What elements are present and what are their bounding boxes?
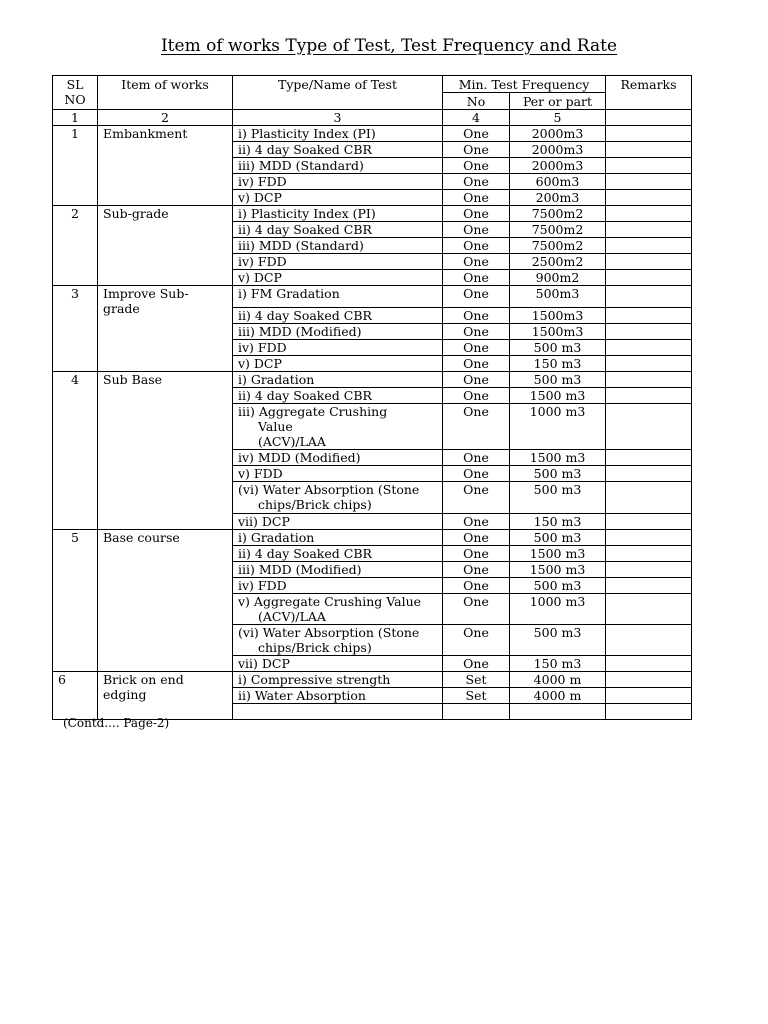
item-of-works-text: edging — [103, 686, 147, 702]
per-or-part-cell: 2500m2 — [510, 254, 606, 270]
test-name-text: ii) 4 day Soaked CBR — [238, 307, 372, 323]
remarks-cell — [606, 126, 692, 142]
test-name-text: iv) FDD — [238, 174, 287, 189]
remarks-cell — [606, 545, 692, 561]
remarks-cell — [606, 671, 692, 687]
remarks-cell — [606, 466, 692, 482]
per-or-part-cell: 500 m3 — [510, 482, 606, 513]
column-number-remarks — [606, 110, 692, 126]
remarks-cell — [606, 703, 692, 719]
per-or-part-cell: 600m3 — [510, 174, 606, 190]
table-row — [53, 286, 692, 308]
test-name-cell — [233, 174, 443, 190]
remarks-cell — [606, 307, 692, 323]
test-name-cell — [233, 158, 443, 174]
remarks-cell — [606, 355, 692, 371]
item-of-works-cell — [98, 529, 233, 671]
test-name-cell — [233, 339, 443, 355]
test-name-cell — [233, 126, 443, 142]
test-name-text: iv) MDD (Modified) — [238, 450, 361, 466]
test-name-text: iv) FDD — [238, 577, 287, 593]
test-name-cell — [233, 270, 443, 286]
test-name-text: v) Aggregate Crushing Value — [238, 593, 422, 609]
test-count-cell: One — [443, 513, 510, 529]
test-count-cell: One — [443, 142, 510, 158]
header-remarks: Remarks — [606, 76, 692, 110]
per-or-part-cell: 2000m3 — [510, 126, 606, 142]
per-or-part-cell: 500 m3 — [510, 466, 606, 482]
table-row — [53, 206, 692, 222]
test-name-text: iii) MDD (Modified) — [238, 323, 362, 339]
per-or-part-cell: 500 m3 — [510, 529, 606, 545]
test-name-text: v) FDD — [238, 466, 283, 482]
table-row — [53, 371, 692, 387]
test-count-cell: One — [443, 545, 510, 561]
item-of-works-text: Base course — [103, 529, 180, 545]
item-of-works-text: Embankment — [103, 126, 188, 141]
test-count-cell: One — [443, 450, 510, 466]
test-name-cell — [233, 254, 443, 270]
test-name-cell — [233, 703, 443, 719]
remarks-cell — [606, 270, 692, 286]
remarks-cell — [606, 174, 692, 190]
remarks-cell — [606, 339, 692, 355]
per-or-part-cell: 1500m3 — [510, 307, 606, 323]
remarks-cell — [606, 624, 692, 655]
column-number-5: 5 — [510, 110, 606, 126]
sl-no-cell: 5 — [53, 529, 98, 671]
test-name-cell — [233, 561, 443, 577]
column-number-1: 1 — [53, 110, 98, 126]
test-count-cell: One — [443, 529, 510, 545]
test-name-cell — [233, 466, 443, 482]
per-or-part-cell: 4000 m — [510, 671, 606, 687]
remarks-cell — [606, 142, 692, 158]
remarks-cell — [606, 254, 692, 270]
per-or-part-cell: 1500 m3 — [510, 545, 606, 561]
per-or-part-cell: 500 m3 — [510, 339, 606, 355]
table-row — [53, 126, 692, 142]
test-name-cell — [233, 387, 443, 403]
remarks-cell — [606, 529, 692, 545]
test-name-text: ii) 4 day Soaked CBR — [238, 142, 372, 157]
test-name-text: ii) 4 day Soaked CBR — [238, 222, 372, 237]
test-name-text: iii) MDD (Standard) — [238, 158, 364, 173]
test-count-cell: One — [443, 190, 510, 206]
test-name-text: (vi) Water Absorption (Stone — [238, 482, 420, 498]
test-count-cell: One — [443, 222, 510, 238]
test-count-cell: One — [443, 355, 510, 371]
test-name-text: (vi) Water Absorption (Stone — [238, 624, 420, 640]
remarks-cell — [606, 222, 692, 238]
remarks-cell — [606, 561, 692, 577]
test-name-text: i) Gradation — [238, 529, 315, 545]
test-count-cell: One — [443, 126, 510, 142]
sl-no-cell: 3 — [53, 286, 98, 372]
test-count-cell: One — [443, 206, 510, 222]
test-count-cell: One — [443, 466, 510, 482]
per-or-part-cell: 500 m3 — [510, 371, 606, 387]
remarks-cell — [606, 577, 692, 593]
item-of-works-cell — [98, 671, 233, 719]
test-name-text: i) Gradation — [238, 371, 315, 387]
per-or-part-cell: 1000 m3 — [510, 593, 606, 624]
remarks-cell — [606, 593, 692, 624]
header-sl-label: SL — [66, 77, 84, 92]
remarks-cell — [606, 403, 692, 450]
column-number-row — [53, 110, 692, 126]
test-name-cell — [233, 206, 443, 222]
remarks-cell — [606, 323, 692, 339]
test-count-cell: One — [443, 307, 510, 323]
per-or-part-cell: 7500m2 — [510, 222, 606, 238]
header-row — [53, 76, 692, 93]
per-or-part-cell: 500 m3 — [510, 624, 606, 655]
test-name-cell — [233, 624, 443, 655]
test-name-cell — [233, 545, 443, 561]
test-name-cell — [233, 671, 443, 687]
continued-note: (Contd.... Page-2) — [63, 716, 170, 730]
remarks-cell — [606, 655, 692, 671]
remarks-cell — [606, 158, 692, 174]
test-name-cell — [233, 450, 443, 466]
test-count-cell — [443, 703, 510, 719]
test-count-cell: One — [443, 254, 510, 270]
per-or-part-cell: 7500m2 — [510, 238, 606, 254]
test-name-text: iii) MDD (Standard) — [238, 238, 364, 253]
per-or-part-cell: 7500m2 — [510, 206, 606, 222]
test-name-text: chips/Brick chips) — [258, 497, 372, 513]
per-or-part-cell: 150 m3 — [510, 655, 606, 671]
item-of-works-text: Brick on end — [103, 671, 184, 687]
test-name-cell — [233, 655, 443, 671]
test-count-cell: One — [443, 624, 510, 655]
column-number-4: 4 — [443, 110, 510, 126]
test-name-cell — [233, 403, 443, 450]
test-name-text: vii) DCP — [238, 655, 290, 671]
test-name-cell — [233, 307, 443, 323]
test-name-text: ii) 4 day Soaked CBR — [238, 387, 372, 403]
test-count-cell: One — [443, 387, 510, 403]
test-name-text: chips/Brick chips) — [258, 639, 372, 655]
test-count-cell: One — [443, 270, 510, 286]
item-of-works-cell — [98, 371, 233, 529]
test-name-cell — [233, 190, 443, 206]
test-name-text: (ACV)/LAA — [258, 608, 326, 624]
remarks-cell — [606, 513, 692, 529]
column-number-2: 2 — [98, 110, 233, 126]
per-or-part-cell: 1000 m3 — [510, 403, 606, 450]
item-of-works-text: Sub-grade — [103, 206, 169, 221]
test-name-cell — [233, 238, 443, 254]
sl-no-cell: 6 — [53, 671, 98, 719]
test-name-cell — [233, 286, 443, 308]
table-row — [53, 671, 692, 687]
test-name-text: v) DCP — [238, 355, 282, 371]
column-number-3: 3 — [233, 110, 443, 126]
test-count-cell: One — [443, 561, 510, 577]
per-or-part-cell: 4000 m — [510, 687, 606, 703]
test-count-cell: One — [443, 655, 510, 671]
test-count-cell: One — [443, 238, 510, 254]
header-no: No — [443, 93, 510, 110]
per-or-part-cell: 2000m3 — [510, 158, 606, 174]
item-of-works-cell — [98, 126, 233, 206]
sl-no-cell: 4 — [53, 371, 98, 529]
per-or-part-cell — [510, 703, 606, 719]
item-of-works-cell — [98, 286, 233, 372]
header-type-name-of-test: Type/Name of Test — [233, 76, 443, 110]
header-min-test-frequency: Min. Test Frequency — [443, 76, 606, 93]
test-name-text: Value — [258, 418, 293, 434]
remarks-cell — [606, 190, 692, 206]
item-of-works-text: Sub Base — [103, 371, 163, 387]
test-name-cell — [233, 355, 443, 371]
test-name-cell — [233, 529, 443, 545]
test-count-cell: One — [443, 286, 510, 308]
test-count-cell: One — [443, 577, 510, 593]
per-or-part-cell: 500m3 — [510, 286, 606, 308]
remarks-cell — [606, 687, 692, 703]
per-or-part-cell: 150 m3 — [510, 355, 606, 371]
test-count-cell: One — [443, 323, 510, 339]
per-or-part-cell: 200m3 — [510, 190, 606, 206]
header-sl-no — [53, 76, 98, 110]
test-name-text: iv) FDD — [238, 339, 287, 355]
per-or-part-cell: 900m2 — [510, 270, 606, 286]
test-name-text: vii) DCP — [238, 513, 290, 529]
per-or-part-cell: 1500m3 — [510, 323, 606, 339]
document-title: Item of works Type of Test, Test Frequency and Rate — [160, 36, 618, 56]
header-item-of-works: Item of works — [98, 76, 233, 110]
test-name-text: i) Plasticity Index (PI) — [238, 126, 376, 141]
test-name-cell — [233, 513, 443, 529]
remarks-cell — [606, 482, 692, 513]
test-name-cell — [233, 687, 443, 703]
test-name-cell — [233, 222, 443, 238]
remarks-cell — [606, 450, 692, 466]
test-count-cell: One — [443, 158, 510, 174]
per-or-part-cell: 2000m3 — [510, 142, 606, 158]
test-name-text: (ACV)/LAA — [258, 433, 326, 449]
test-name-text: v) DCP — [238, 190, 282, 205]
test-count-cell: One — [443, 339, 510, 355]
per-or-part-cell: 1500 m3 — [510, 387, 606, 403]
test-frequency-table — [52, 75, 692, 720]
remarks-cell — [606, 371, 692, 387]
remarks-cell — [606, 206, 692, 222]
table-row — [53, 529, 692, 545]
per-or-part-cell: 1500 m3 — [510, 450, 606, 466]
remarks-cell — [606, 387, 692, 403]
test-count-cell: One — [443, 482, 510, 513]
remarks-cell — [606, 286, 692, 308]
test-count-cell: One — [443, 403, 510, 450]
test-name-text: ii) Water Absorption — [238, 687, 366, 703]
test-name-text: iii) MDD (Modified) — [238, 561, 362, 577]
item-of-works-cell — [98, 206, 233, 286]
sl-no-cell: 1 — [53, 126, 98, 206]
test-name-text: ii) 4 day Soaked CBR — [238, 545, 372, 561]
test-name-text: i) Plasticity Index (PI) — [238, 206, 376, 221]
test-name-cell — [233, 371, 443, 387]
test-count-cell: One — [443, 174, 510, 190]
per-or-part-cell: 150 m3 — [510, 513, 606, 529]
test-name-text: v) DCP — [238, 270, 282, 285]
test-count-cell: One — [443, 371, 510, 387]
test-name-text: iii) Aggregate Crushing — [238, 403, 388, 419]
header-per-or-part: Per or part — [510, 93, 606, 110]
test-count-cell: Set — [443, 687, 510, 703]
per-or-part-cell: 500 m3 — [510, 577, 606, 593]
test-name-cell — [233, 577, 443, 593]
test-name-cell — [233, 323, 443, 339]
test-count-cell: One — [443, 593, 510, 624]
sl-no-cell: 2 — [53, 206, 98, 286]
test-name-text: i) Compressive strength — [238, 671, 391, 687]
item-of-works-text: Improve Sub- — [103, 286, 189, 301]
per-or-part-cell: 1500 m3 — [510, 561, 606, 577]
header-no-label: NO — [64, 92, 86, 107]
test-name-cell — [233, 142, 443, 158]
test-count-cell: Set — [443, 671, 510, 687]
remarks-cell — [606, 238, 692, 254]
test-name-cell — [233, 482, 443, 513]
test-name-text: iv) FDD — [238, 254, 287, 269]
item-of-works-text: grade — [103, 301, 140, 316]
test-name-text: i) FM Gradation — [238, 286, 340, 301]
test-name-cell — [233, 593, 443, 624]
